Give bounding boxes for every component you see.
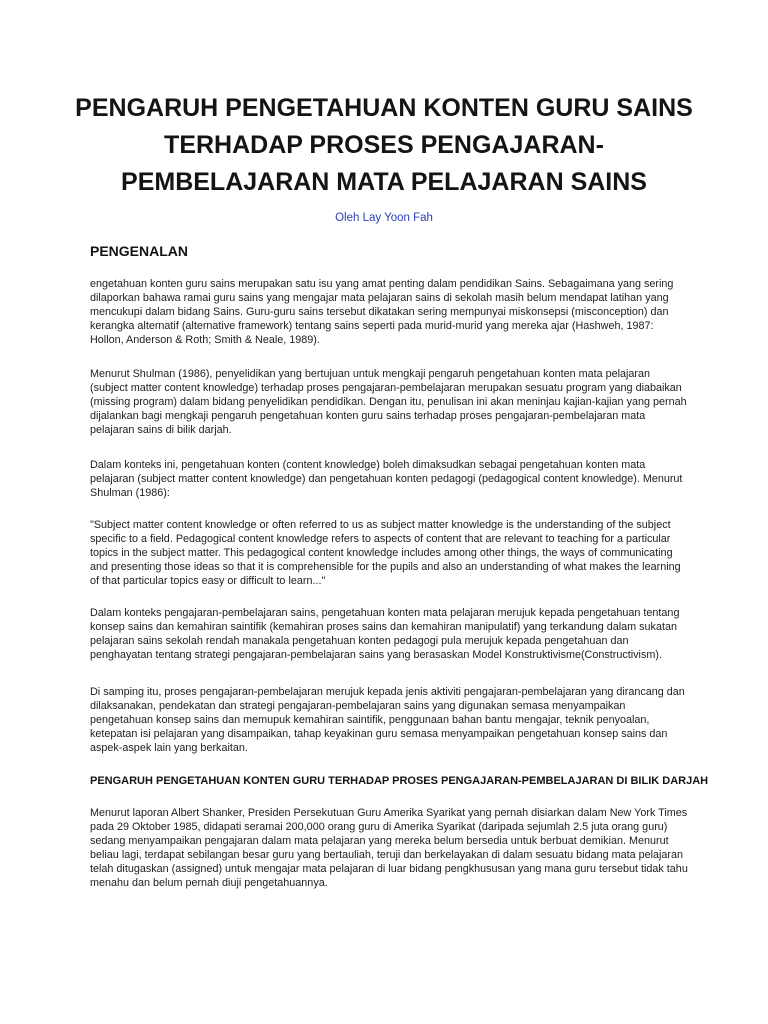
document-title: PENGARUH PENGETAHUAN KONTEN GURU SAINS TERHADAP PROSES PENGAJARAN-PEMBELAJARAN MATA PELAJARAN SAINS	[75, 94, 693, 196]
section-heading-pengenalan: PENGENALAN	[90, 243, 189, 259]
paragraph: Di samping itu, proses pengajaran-pembelajaran merujuk kepada jenis aktiviti pengajaran-pembelajaran yang dirancang dan dilaksanakan, pendekatan dan strategi pengajaran-pembelajaran sains yang digunakan semasa menyampaikan pengetahuan konsep sains dan memupuk kemahiran saintifik, penggunaan bahan bantu mengajar, teknik penyoalan, ketepatan isi pelajaran yang disampaikan, tahap keyakinan guru semasa menyampaikan pengetahuan konsep sains dan aspek-aspek lain yang berkaitan.	[90, 686, 685, 755]
paragraph: Dalam konteks ini, pengetahuan konten (content knowledge) boleh dimaksudkan sebagai pengetahuan konten mata pelajaran (subject matter content knowledge) dan pengetahuan konten pedagogi (pedagogical content knowledge). Menurut Shulman (1986):	[90, 459, 683, 500]
author-byline: Oleh Lay Yoon Fah	[335, 212, 433, 224]
paragraph: engetahuan konten guru sains merupakan satu isu yang amat penting dalam pendidikan Sains. Sebagaimana yang sering dilaporkan bahawa ramai guru sains yang mengajar mata pelajaran sains di sekolah masih belum mendapat latihan yang mencukupi dalam bidang Sains. Guru-guru sains tersebut dikatakan sering mempunyai miskonsepsi (misconception) dan kerangka alternatif (alternative framework) tentang sains seperti pada murid-murid yang mereka ajar (Hashweh, 1987: Hollon, Anderson & Roth; Smith & Neale, 1989).	[90, 278, 674, 347]
paragraph: Menurut Shulman (1986), penyelidikan yang bertujuan untuk mengkaji pengaruh pengetahuan konten mata pelajaran (subject matter content knowledge) terhadap proses pengajaran-pembelajaran merupakan sesuatu program yang diabaikan (missing program) dalam bidang penyelidikan pendidikan. Dengan itu, penulisan ini akan meninjau kajian-kajian yang pernah dijalankan bagi mengkaji pengaruh pengetahuan konten guru sains terhadap proses pengajaran-pembelajaran mata pelajaran sains di bilik darjah.	[90, 368, 687, 437]
quote-paragraph: "Subject matter content knowledge or often referred to us as subject matter knowledge is the understanding of the subject specific to a field. Pedagogical content knowledge refers to aspects of content that are relevant to teaching for a particular topics in the subject matter. This pedagogical content knowledge includes among other things, the ways of communicating and presenting those ideas so that it is comprehensible for the pupils and also an understanding of what makes the learning of that particular topics easy or difficult to learn..."	[90, 519, 681, 588]
paragraph: Menurut laporan Albert Shanker, Presiden Persekutuan Guru Amerika Syarikat yang pernah disiarkan dalam New York Times pada 29 Oktober 1985, didapati seramai 200,000 orang guru di Amerika Syarikat (daripada sejumlah 2.5 juta orang guru) sedang menyampaikan pengajaran dalam mata pelajaran yang mereka belum bersedia untuk berbuat demikian. Menurut beliau lagi, terdapat sebilangan besar guru yang bertauliah, teruji dan berkelayakan di dalam sesuatu bidang mata pelajaran telah ditugaskan (assigned) untuk mengajar mata pelajaran di luar bidang pengkhususan yang mana guru tersebut tidak tahu menahu dan belum pernah diuji pengetahuannya.	[90, 807, 688, 890]
section-subheading: PENGARUH PENGETAHUAN KONTEN GURU TERHADAP PROSES PENGAJARAN-PEMBELAJARAN DI BILIK DARJAH	[90, 775, 709, 787]
paragraph: Dalam konteks pengajaran-pembelajaran sains, pengetahuan konten mata pelajaran merujuk kepada pengetahuan tentang konsep sains dan kemahiran saintifik (kemahiran proses sains dan kemahiran manipulatif) yang terkandung dalam sukatan pelajaran sains sekolah rendah manakala pengetahuan konten pedagogi pula merujuk kepada pengetahuan dan penghayatan tentang strategi pengajaran-pembelajaran sains yang berasaskan Model Konstruktivisme(Constructivism).	[90, 607, 680, 662]
